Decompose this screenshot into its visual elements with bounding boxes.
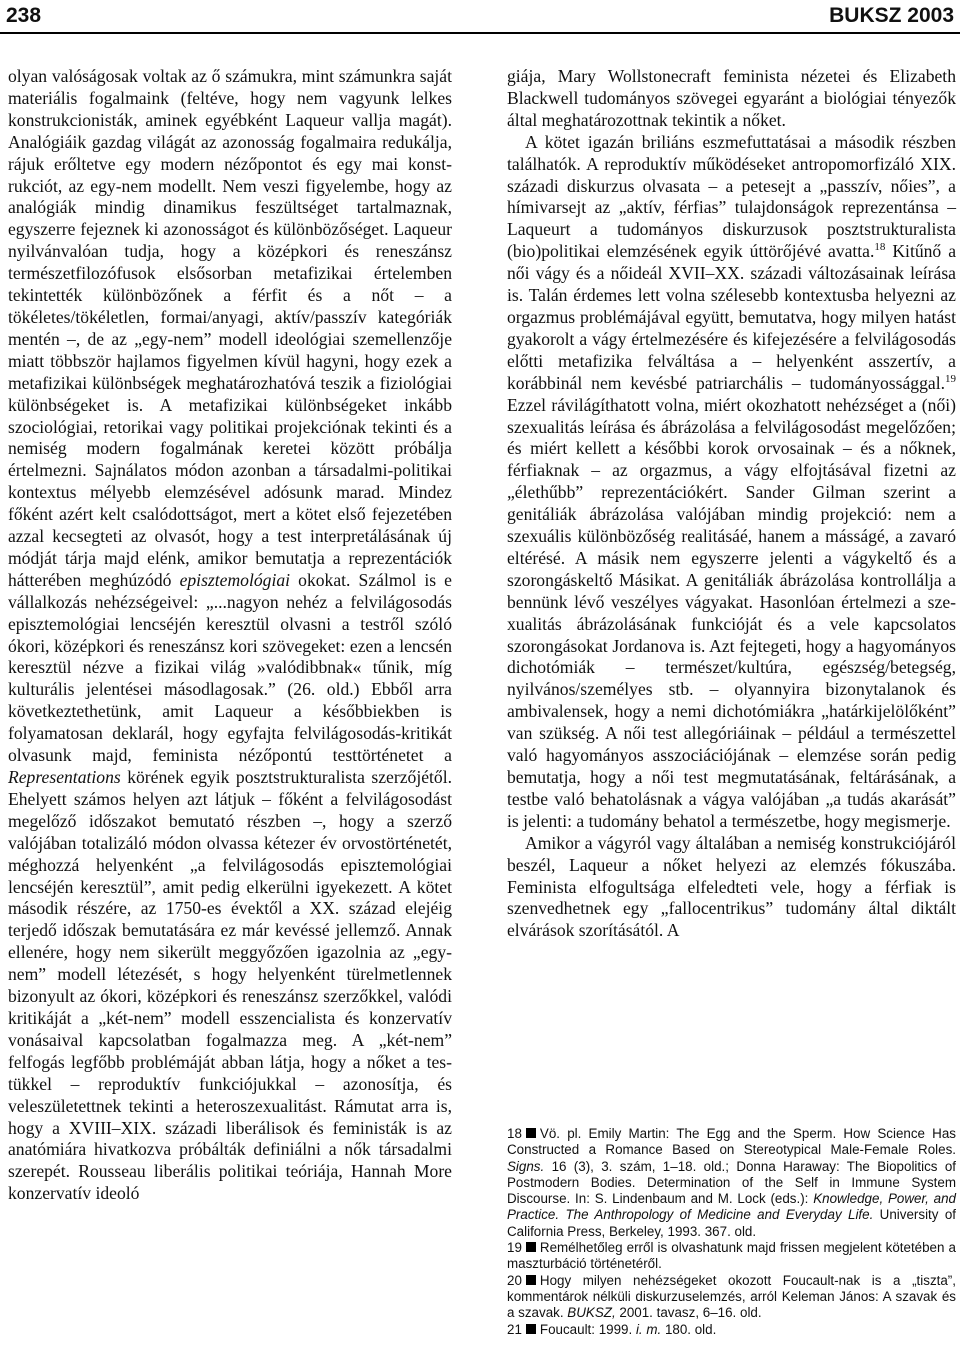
square-bullet-icon	[526, 1242, 536, 1252]
left-column	[8, 66, 452, 1205]
italic-title: Signs.	[507, 1158, 545, 1174]
footnote	[507, 1240, 956, 1273]
text-run: Ezzel rávilágíthatott volna, miért okozhatott nehézséget a (női) szexualitás leírása és ábrázolása a felvilágosodást megelőzően; és miért kellett a későbbi korok orvosainak – és a nőknek, férfiaknak – az orgazmus, a vágy elfojtásával fizetni az „élethűbb” reprezentációkért. Sander Gilman szerint a genitáliák ábrázolása valójában mindig projekció: nem a szexuális különbözőség realitásáé, hanem a másságé, a zavaró eltérésé. A másik nem egyszerre jelenti a vágykeltő és a szorongáskeltő Másikat. A genitáliák ábrázolása kontrollálja a bennünk lévő veszélyes vágyakat. Hasonlóan értelmezi a szexualitás ábrázolásának funkcióját és a vele kapcsolatos szorongásokat Jordanova is. Azt fejtegeti, hogy a hagyományos dichotómiák – természet/kultúra, egészség/betegség, nyilvános/személyes stb. – olyannyira bizonytalanok és ambivalensek, hogy a nemi dichotómiákra „határkijelölőként” van szükség. A női test allegóriáinak – például a természettel való hagyományos asszociációjának – elemzése során pedig bemutatja, hogy a női test megmutatásának, feltárásának, a testbe való behatolásnak a vágya valójában „a tudás akarását” is jelenti: a tudomány behatol a természetbe, hogy megismerje.	[507, 394, 956, 831]
text-run: 2001. tavasz, 6–16. old.	[615, 1305, 762, 1321]
footnote-number: 20	[507, 1272, 522, 1288]
text-run: Hogy milyen nehézségeket okozott Foucault-nak is a „tiszta”, kommentárok nélküli diskurzuselemzés, arról Keleman János: A szavak és a szavak.	[507, 1272, 956, 1321]
italic-term: Representations	[8, 767, 121, 787]
text-run: 16 (3), 3. szám, 1–18. old.; Donna Haraway: The Biopolitics of Postmodern Bodies. Determination of the Self in Immune System Discourse. In: S. Lindenbaum and M. Lock (eds.):	[507, 1158, 956, 1207]
text-run: Remélhetőleg erről is olvashatunk majd frissen megjelent kötetében a maszturbáció történetéről.	[507, 1240, 956, 1272]
text-run: Foucault: 1999.	[539, 1321, 636, 1337]
italic-title: i. m.	[635, 1321, 662, 1337]
footnotes	[507, 1126, 956, 1338]
text-run: körének egyik posztstrukturalista szerzőjétől. Ehelyett számos helyen azt látjuk – főként a felvilágosodást megelőző időszakot bemutató részben –, hogy a szerző valójában totalizáló módon olvassa kétezer év orvostörténetét, méghozzá helyenként „a felvilágosodás episztemológiai lencséjén keresztül”, amit pedig elkerülni igyekezett. A kötet második részére, az 1750-es évektől a XX. század elejéig terjedő időszak bemutatására ez már kevéssé jellemző. Annak ellenére, hogy nem sikerült meggyőzően igazolnia az „egy-nem” modell létezését, s hogy helyenként türelmetlennek bizonyult az ókori, középkori és reneszánsz szerzőkkel, valódi kritikáját a „két-nem” modell esszencialista és konzervatív vonásaival kapcsolatban fogalmazza meg. A „két-nem” felfogás legfőbb problémáját abban látja, hogy a nőket a testükkel – reproduktív funkciójukkal – azonosítja, és veleszületettnek tekinti a heteroszexualitást. Rámutat arra is, hogy a XVIII–XIX. századi liberálisok és feministák is az anatómiára hivatkozva próbálták definiálni a nők társadalmi szerepét. Rousseau liberális politikai teóriája, Hannah More konzervatív ideoló	[8, 767, 452, 1204]
footnote-number: 18	[507, 1126, 522, 1141]
right-column	[507, 66, 956, 942]
italic-title: Knowledge, Power, and Practice. The Anthropology of Medicine and Everyday Life.	[507, 1191, 957, 1223]
right-paragraph: Amikor a vágyról vagy általában a nemiség konstrukciójáról beszél, Laqueur a nőket helyezi az elemzés fókuszába. Feminista elfogultsága elfeledteti vele, hogy a férfiak is szenvedhetnek egy „fallocentrikus” tudomány által diktált elvárások szorításától. A	[507, 832, 956, 941]
right-paragraph	[507, 132, 956, 833]
square-bullet-icon	[526, 1275, 536, 1285]
footnote-number: 21	[507, 1321, 522, 1337]
italic-term: episztemológiai	[179, 569, 291, 590]
text-run: University of California Press, Berkeley, 1993. 367. old.	[507, 1207, 956, 1239]
journal-title: BUKSZ 2003	[829, 4, 954, 27]
footnote	[507, 1322, 956, 1338]
italic-title: BUKSZ,	[567, 1305, 616, 1321]
text-run: 180. old.	[661, 1321, 717, 1337]
page-number: 238	[6, 4, 42, 27]
text-run: olyan valóságosak voltak az ő számukra, mint számunkra saját materiális fogalmaink (feltéve, hogy nem vagyunk lelkes konstrukcionisták, aminek egyébként Laqueur vallja magát). Analógiáik gazdag világát az azonosság fogalmaira redukálja, rájuk erőltetve egy modern nézőpontot és egy mai konstrukciót, az egy-nem modellt. Nem veszi figyelembe, hogy az analógiák mindig dinamikus feszültséget tartalmaznak, egyszerre fejeznek ki azonosságot és különbözőséget. Laqueur nyilvánvalóan tudja, hogy a középkori és reneszánsz természetfilozófusok elsősorban metafizikai értelemben tekintették különbözőnek a férfit és a nőt – a tökéletes/tökéletlen, formai/anyagi, aktív/passzív kategóriák mentén –, de az „egy-nem” modell ideológiai szemellenzője miatt többször hajlamos figyelmen kívül hagyni, hogy ezek a metafizikai különbségek meghatározhatóvá teszik a fiziológiai különbségeket is. A metafizikai különbségeket inkább szociológiai, retorikai vagy politikai projekciónak tekinti és a nemiség modern fogalmának keretei között próbálja értelmezni. Sajnálatos módon azonban a társadalmi-politikai kontextus mélyebb elemzésével adósunk marad. Mindez főként azért kelt csalódottságot, mert a kötet első fejezetében azzal kecsegteti az olvasót, hogy a test interpretálásának új módját tárja majd elénk, amikor bemutatja a reprezentációk hátterében meghúzódó	[8, 66, 452, 590]
left-paragraph	[8, 66, 452, 1205]
footnote-ref[interactable]: 19	[945, 372, 956, 385]
header-rule	[0, 32, 960, 34]
text-run: Vö. pl. Emily Martin: The Egg and the Sperm. How Science Has Constructed a Romance Based on Stereotypical Male-Female Roles.	[507, 1126, 956, 1158]
footnote	[507, 1126, 956, 1240]
page-header	[0, 0, 960, 32]
footnote-number: 19	[507, 1240, 522, 1256]
right-paragraph: giája, Mary Wollstonecraft feminista nézetei és Elizabeth Blackwell tudományos szövegei egyaránt a biológiai tényezők által meghatározottnak tekintik a nőket.	[507, 66, 956, 130]
text-run: okokat. Szálmol is e vállalkozás nehézségeivel: „...nagyon nehéz a felvilágosodás episztemológiai lencséjén keresztül olvasni a testről szóló ókori, középkori és reneszánsz kori szövegeket: ezen a lencsén keresztül nézve a fizikai világ »valódibbnak« tűnik, míg kulturális jelentései másodlagosak.” (26. old.) Ebből arra következtethetünk, amit Laqueur a későbbiekben is folyamatosan deklarál, hogy egyfajta felvilágosodás-kritikát olvasunk majd, feminista nézőpontú testtörténetet a	[8, 569, 452, 766]
text-run: Kitűnő a női vágy és a nőideál XVII–XX. századi változásainak leírása is. Talán érdemes lett volna szélesebb kontextusba helyezni az orgazmus problémájával együtt, bemutatva, hogy milyen hatást gyakorolt a vágy értelmezésére és kifejezésére a felvilágosodás előtti metafizika felváltása a – helyenként asszertív, a korábbinál nem kevésbé patriarchális – tudományossággal.	[507, 241, 956, 393]
square-bullet-icon	[526, 1324, 536, 1334]
footnote	[507, 1273, 956, 1322]
square-bullet-icon	[526, 1128, 536, 1138]
text-run: A kötet igazán briliáns eszmefuttatásai a második részben találhatók. A reproduktív működéseket antropomorfizáló XIX. századi diskurzus olvasata – a petesejt a „passzív, nőies”, a hímivarsejt az „aktív, férfias” tulajdonságok reprezentánsa – Laqueurt a tudományos diskurzusok posztstrukturalista (bio)politikai elemzésének egyik úttörőjévé avatta.	[507, 131, 956, 262]
footnote-ref[interactable]: 18	[874, 241, 886, 254]
